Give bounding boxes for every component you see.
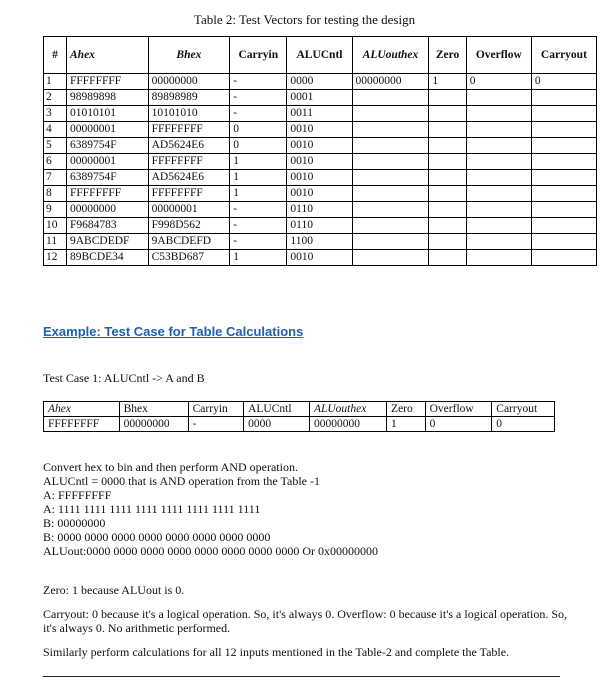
cell-bhex: FFFFFFFF bbox=[148, 186, 230, 202]
ex-col-carryout: Carryout bbox=[492, 402, 555, 417]
example-header-row bbox=[44, 402, 555, 417]
cell-ahex: 00000001 bbox=[67, 154, 149, 170]
cell-carryin: 0 bbox=[230, 138, 287, 154]
cell-overflow bbox=[466, 106, 531, 122]
cell-index: 8 bbox=[44, 186, 67, 202]
cell-index: 2 bbox=[44, 90, 67, 106]
cell-ahex: FFFFFFFF bbox=[67, 186, 149, 202]
ex-cell-overflow: 0 bbox=[425, 417, 492, 432]
cell-aluctl: 0001 bbox=[287, 90, 352, 106]
cell-ahex: 00000000 bbox=[67, 202, 149, 218]
cell-aluouthex bbox=[352, 234, 429, 250]
calc-line: A: 1111 1111 1111 1111 1111 1111 1111 1111 bbox=[43, 502, 261, 516]
example-heading-link[interactable]: Example: Test Case for Table Calculations bbox=[43, 324, 304, 339]
cell-zero bbox=[429, 170, 466, 186]
notes-block bbox=[43, 583, 583, 669]
cell-carryin: 1 bbox=[230, 170, 287, 186]
cell-overflow bbox=[466, 154, 531, 170]
cell-bhex: FFFFFFFF bbox=[148, 122, 230, 138]
calc-line: ALUout:0000 0000 0000 0000 0000 0000 0000 0000 Or 0x00000000 bbox=[43, 544, 378, 558]
col-header-overflow: Overflow bbox=[466, 37, 531, 74]
cell-zero bbox=[429, 234, 466, 250]
cell-bhex: FFFFFFFF bbox=[148, 154, 230, 170]
cell-zero bbox=[429, 186, 466, 202]
col-header-aluouthex: ALUouthex bbox=[352, 37, 429, 74]
cell-aluouthex bbox=[352, 154, 429, 170]
table-header-row bbox=[44, 37, 597, 74]
col-header-carryin: Carryin bbox=[230, 37, 287, 74]
cell-aluctl: 0010 bbox=[287, 138, 352, 154]
calc-line: B: 0000 0000 0000 0000 0000 0000 0000 0000 bbox=[43, 530, 271, 544]
cell-index: 9 bbox=[44, 202, 67, 218]
example-table bbox=[43, 401, 555, 432]
cell-ahex: 00000001 bbox=[67, 122, 149, 138]
cell-bhex: 00000001 bbox=[148, 202, 230, 218]
cell-carryout bbox=[531, 138, 596, 154]
ex-cell-carryout: 0 bbox=[492, 417, 555, 432]
col-header-index: # bbox=[44, 37, 67, 74]
cell-index: 12 bbox=[44, 250, 67, 266]
cell-carryout bbox=[531, 202, 596, 218]
table-row bbox=[44, 234, 597, 250]
cell-carryout bbox=[531, 218, 596, 234]
cell-overflow bbox=[466, 218, 531, 234]
cell-overflow bbox=[466, 250, 531, 266]
cell-index: 6 bbox=[44, 154, 67, 170]
cell-zero bbox=[429, 138, 466, 154]
cell-bhex: 89898989 bbox=[148, 90, 230, 106]
cell-carryin: - bbox=[230, 74, 287, 90]
cell-carryout bbox=[531, 170, 596, 186]
test-vectors-body bbox=[44, 74, 597, 266]
cell-ahex: 6389754F bbox=[67, 138, 149, 154]
table-row bbox=[44, 218, 597, 234]
cell-zero bbox=[429, 218, 466, 234]
calc-line: Convert hex to bin and then perform AND operation. bbox=[43, 460, 298, 474]
cell-aluouthex bbox=[352, 138, 429, 154]
ex-cell-aluouthex: 00000000 bbox=[309, 417, 386, 432]
table-row bbox=[44, 250, 597, 266]
cell-index: 5 bbox=[44, 138, 67, 154]
col-header-bhex: Bhex bbox=[148, 37, 230, 74]
table-row bbox=[44, 106, 597, 122]
example-data-row bbox=[44, 417, 555, 432]
cell-carryout bbox=[531, 250, 596, 266]
cell-overflow bbox=[466, 138, 531, 154]
cell-carryout bbox=[531, 186, 596, 202]
calc-line: B: 00000000 bbox=[43, 516, 106, 530]
cell-zero: 1 bbox=[429, 74, 466, 90]
cell-zero bbox=[429, 90, 466, 106]
cell-aluctl: 0010 bbox=[287, 154, 352, 170]
cell-zero bbox=[429, 154, 466, 170]
cell-aluctl: 0010 bbox=[287, 122, 352, 138]
cell-carryout bbox=[531, 90, 596, 106]
cell-carryin: - bbox=[230, 202, 287, 218]
cell-aluctl: 0000 bbox=[287, 74, 352, 90]
cell-aluctl: 0011 bbox=[287, 106, 352, 122]
cell-carryin: - bbox=[230, 106, 287, 122]
table-row bbox=[44, 186, 597, 202]
note-zero: Zero: 1 because ALUout is 0. bbox=[43, 583, 185, 597]
ex-col-ahex: Ahex bbox=[44, 402, 120, 417]
cell-aluouthex bbox=[352, 186, 429, 202]
cell-zero bbox=[429, 106, 466, 122]
cell-index: 3 bbox=[44, 106, 67, 122]
cell-aluctl: 0010 bbox=[287, 186, 352, 202]
table-row bbox=[44, 90, 597, 106]
col-header-aluctl: ALUCntl bbox=[287, 37, 352, 74]
cell-ahex: 98989898 bbox=[67, 90, 149, 106]
table2-caption: Table 2: Test Vectors for testing the design bbox=[193, 12, 416, 27]
cell-aluctl: 0010 bbox=[287, 170, 352, 186]
cell-aluouthex bbox=[352, 122, 429, 138]
cell-overflow bbox=[466, 186, 531, 202]
cell-overflow bbox=[466, 234, 531, 250]
cell-carryin: 1 bbox=[230, 186, 287, 202]
cell-ahex: 6389754F bbox=[67, 170, 149, 186]
cell-index: 11 bbox=[44, 234, 67, 250]
cell-index: 1 bbox=[44, 74, 67, 90]
cell-bhex: AD5624E6 bbox=[148, 170, 230, 186]
cell-aluouthex bbox=[352, 106, 429, 122]
cell-carryout: 0 bbox=[531, 74, 596, 90]
calc-line: ALUCntl = 0000 that is AND operation from the Table -1 bbox=[43, 474, 320, 488]
cell-zero bbox=[429, 250, 466, 266]
calc-line: A: FFFFFFFF bbox=[43, 488, 112, 502]
bottom-divider bbox=[43, 676, 560, 677]
ex-col-zero: Zero bbox=[387, 402, 426, 417]
cell-aluouthex bbox=[352, 250, 429, 266]
cell-ahex: 89BCDE34 bbox=[67, 250, 149, 266]
col-header-ahex: Ahex bbox=[67, 37, 149, 74]
cell-zero bbox=[429, 202, 466, 218]
cell-index: 7 bbox=[44, 170, 67, 186]
cell-aluouthex bbox=[352, 218, 429, 234]
cell-ahex: FFFFFFFF bbox=[67, 74, 149, 90]
cell-ahex: F9684783 bbox=[67, 218, 149, 234]
ex-col-aluctl: ALUCntl bbox=[244, 402, 310, 417]
table-row bbox=[44, 122, 597, 138]
cell-index: 4 bbox=[44, 122, 67, 138]
cell-bhex: 00000000 bbox=[148, 74, 230, 90]
ex-cell-carryin: - bbox=[188, 417, 243, 432]
ex-cell-bhex: 00000000 bbox=[119, 417, 188, 432]
cell-bhex: C53BD687 bbox=[148, 250, 230, 266]
cell-bhex: 9ABCDEFD bbox=[148, 234, 230, 250]
cell-aluouthex bbox=[352, 170, 429, 186]
cell-index: 10 bbox=[44, 218, 67, 234]
table-row bbox=[44, 202, 597, 218]
cell-aluouthex bbox=[352, 90, 429, 106]
cell-carryin: - bbox=[230, 90, 287, 106]
col-header-zero: Zero bbox=[429, 37, 466, 74]
cell-aluouthex bbox=[352, 202, 429, 218]
test-vectors-table bbox=[43, 36, 597, 266]
note-carryout-overflow: Carryout: 0 because it's a logical operation. So, it's always 0. Overflow: 0 because it's a logical operation. So, it's always 0. No arithmetic performed. bbox=[43, 607, 568, 635]
ex-col-overflow: Overflow bbox=[425, 402, 492, 417]
table-row bbox=[44, 154, 597, 170]
cell-overflow bbox=[466, 90, 531, 106]
cell-aluctl: 0010 bbox=[287, 250, 352, 266]
cell-aluctl: 0110 bbox=[287, 218, 352, 234]
cell-aluctl: 1100 bbox=[287, 234, 352, 250]
ex-col-bhex: Bhex bbox=[119, 402, 188, 417]
cell-carryout bbox=[531, 234, 596, 250]
cell-ahex: 01010101 bbox=[67, 106, 149, 122]
test-case-label: Test Case 1: ALUCntl -> A and B bbox=[43, 371, 205, 385]
cell-overflow bbox=[466, 202, 531, 218]
cell-carryout bbox=[531, 122, 596, 138]
ex-col-aluouthex: ALUouthex bbox=[309, 402, 386, 417]
table-row bbox=[44, 170, 597, 186]
cell-bhex: AD5624E6 bbox=[148, 138, 230, 154]
calculation-block bbox=[43, 460, 378, 558]
cell-carryout bbox=[531, 106, 596, 122]
cell-carryout bbox=[531, 154, 596, 170]
cell-aluouthex: 00000000 bbox=[352, 74, 429, 90]
cell-bhex: 10101010 bbox=[148, 106, 230, 122]
ex-col-carryin: Carryin bbox=[188, 402, 243, 417]
note-instruction: Similarly perform calculations for all 12 inputs mentioned in the Table-2 and complete the Table. bbox=[43, 645, 510, 659]
cell-carryin: - bbox=[230, 218, 287, 234]
cell-zero bbox=[429, 122, 466, 138]
cell-ahex: 9ABCDEDF bbox=[67, 234, 149, 250]
cell-carryin: 1 bbox=[230, 250, 287, 266]
cell-carryin: 0 bbox=[230, 122, 287, 138]
cell-carryin: - bbox=[230, 234, 287, 250]
col-header-carryout: Carryout bbox=[531, 37, 596, 74]
ex-cell-ahex: FFFFFFFF bbox=[44, 417, 120, 432]
cell-overflow bbox=[466, 122, 531, 138]
cell-overflow: 0 bbox=[466, 74, 531, 90]
table-row bbox=[44, 74, 597, 90]
cell-overflow bbox=[466, 170, 531, 186]
ex-cell-zero: 1 bbox=[387, 417, 426, 432]
cell-aluctl: 0110 bbox=[287, 202, 352, 218]
ex-cell-aluctl: 0000 bbox=[244, 417, 310, 432]
cell-carryin: 1 bbox=[230, 154, 287, 170]
cell-bhex: F998D562 bbox=[148, 218, 230, 234]
table-row bbox=[44, 138, 597, 154]
